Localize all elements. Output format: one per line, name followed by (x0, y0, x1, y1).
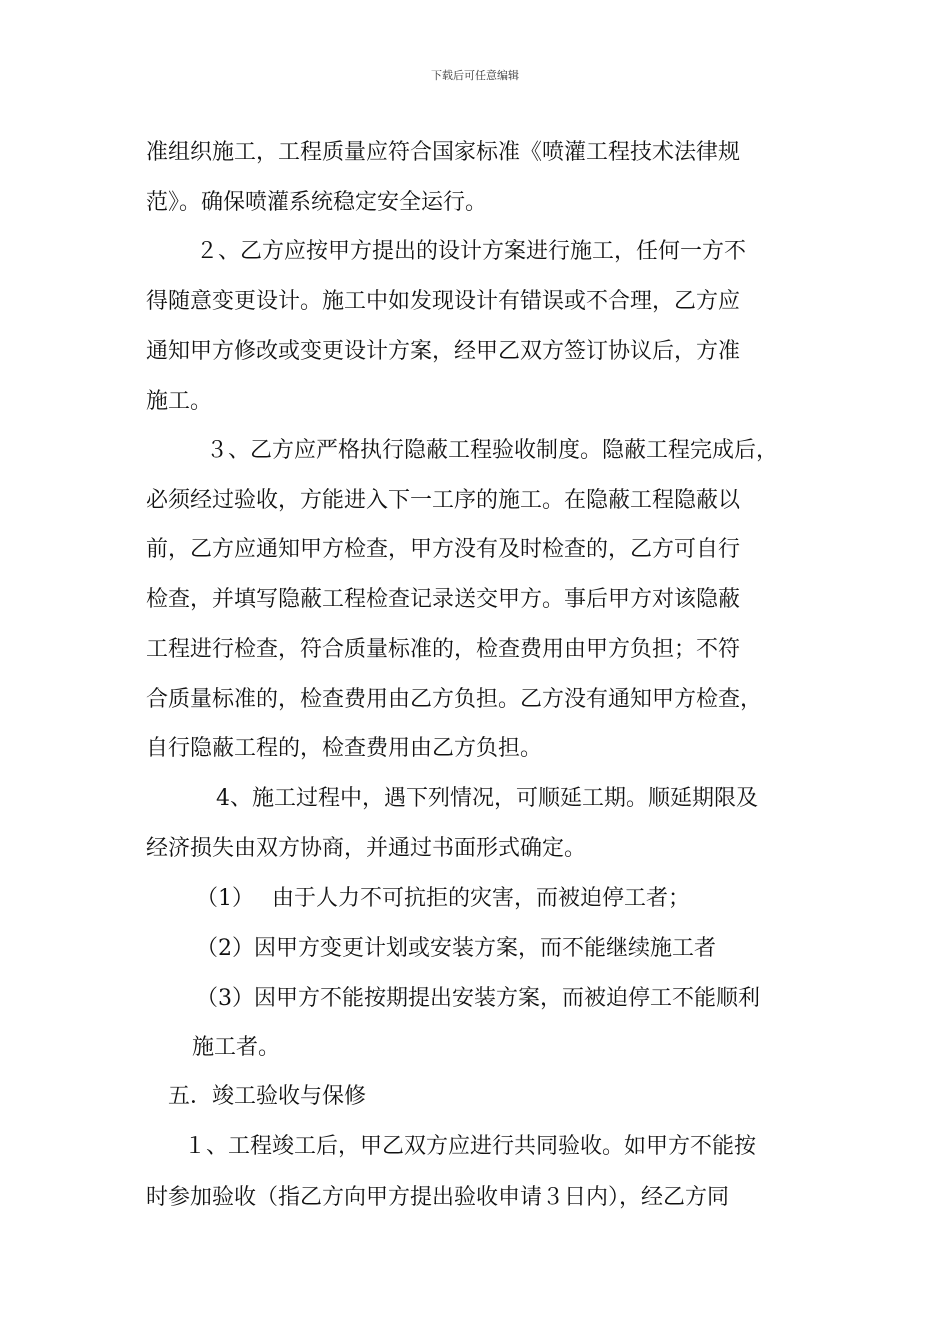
body-line: １、工程竣工后，甲乙双方应进行共同验收。如甲方不能按 (184, 1134, 757, 1159)
body-line: 自行隐蔽工程的，检查费用由乙方负担。 (146, 736, 543, 761)
body-line: 施工。 (146, 389, 213, 414)
section-heading: 五．竣工验收与保修 (168, 1084, 367, 1109)
list-item: 施工者。 (192, 1035, 281, 1060)
list-item: （1） 由于人力不可抗拒的灾害，而被迫停工者； (196, 886, 690, 911)
body-line: 必须经过验收，方能进入下一工序的施工。在隐蔽工程隐蔽以 (146, 488, 741, 513)
body-line: 检查，并填写隐蔽工程检查记录送交甲方。事后甲方对该隐蔽 (146, 587, 741, 612)
list-item: （3）因甲方不能按期提出安装方案，而被迫停工不能顺利 (196, 986, 760, 1011)
body-line: ２、乙方应按甲方提出的设计方案进行施工，任何一方不 (196, 239, 747, 264)
body-line: 前，乙方应通知甲方检查，甲方没有及时检查的，乙方可自行 (146, 537, 741, 562)
body-line: 时参加验收（指乙方向甲方提出验收申请３日内），经乙方同 (146, 1185, 730, 1210)
list-item: （2）因甲方变更计划或安装方案，而不能继续施工者 (196, 936, 716, 961)
body-line: 通知甲方修改或变更设计方案，经甲乙双方签订协议后，方准 (146, 339, 741, 364)
body-line: 得随意变更设计。施工中如发现设计有错误或不合理，乙方应 (146, 289, 741, 314)
body-line: 经济损失由双方协商，并通过书面形式确定。 (146, 836, 587, 861)
body-line: ３、乙方应严格执行隐蔽工程验收制度。隐蔽工程完成后， (206, 438, 779, 463)
body-line: 4、施工过程中，遇下列情况，可顺延工期。顺延期限及 (216, 786, 758, 811)
body-line: 范》。确保喷灌系统稳定安全运行。 (146, 190, 488, 215)
body-line: 准组织施工，工程质量应符合国家标准《喷灌工程技术法律规 (146, 140, 741, 165)
page-header: 下载后可任意编辑 (431, 69, 519, 82)
body-line: 合质量标准的，检查费用由乙方负担。乙方没有通知甲方检查， (146, 687, 763, 712)
body-line: 工程进行检查，符合质量标准的，检查费用由甲方负担；不符 (146, 637, 741, 662)
